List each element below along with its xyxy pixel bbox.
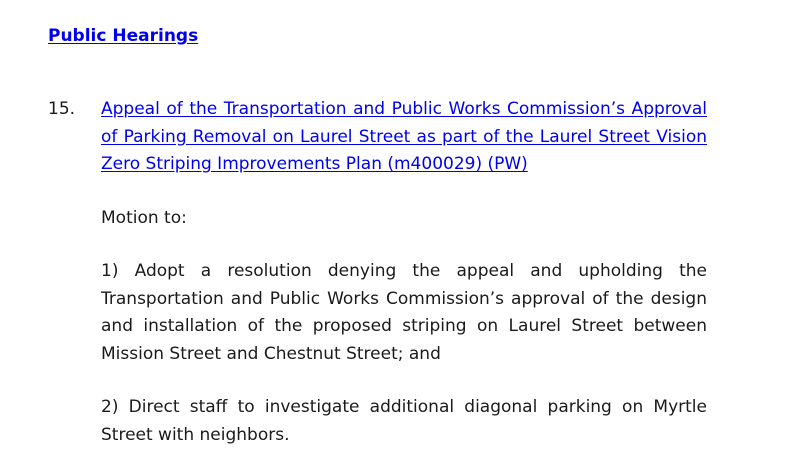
item-body <box>101 96 707 449</box>
item-number: 15. <box>48 99 76 119</box>
item-title-link[interactable]: Appeal of the Transportation and Public Works Commission’s Approval of Parking Removal on Laurel Street as part of the Laurel Street Vision Zero Striping Improvements Plan (m400029) (PW) <box>101 99 707 174</box>
motion-label: Motion to: <box>101 207 187 228</box>
section-title-public-hearings[interactable]: Public Hearings <box>48 26 199 46</box>
motion-step-2: 2) Direct staff to investigate additional diagonal parking on Myrtle Street with neighbors. <box>101 397 707 445</box>
motion-step-1: 1) Adopt a resolution denying the appeal and upholding the Transportation and Public Works Commission’s approval of the design and installation of the proposed striping on Laurel Street between Mission Street and Chestnut Street; and <box>101 261 707 364</box>
